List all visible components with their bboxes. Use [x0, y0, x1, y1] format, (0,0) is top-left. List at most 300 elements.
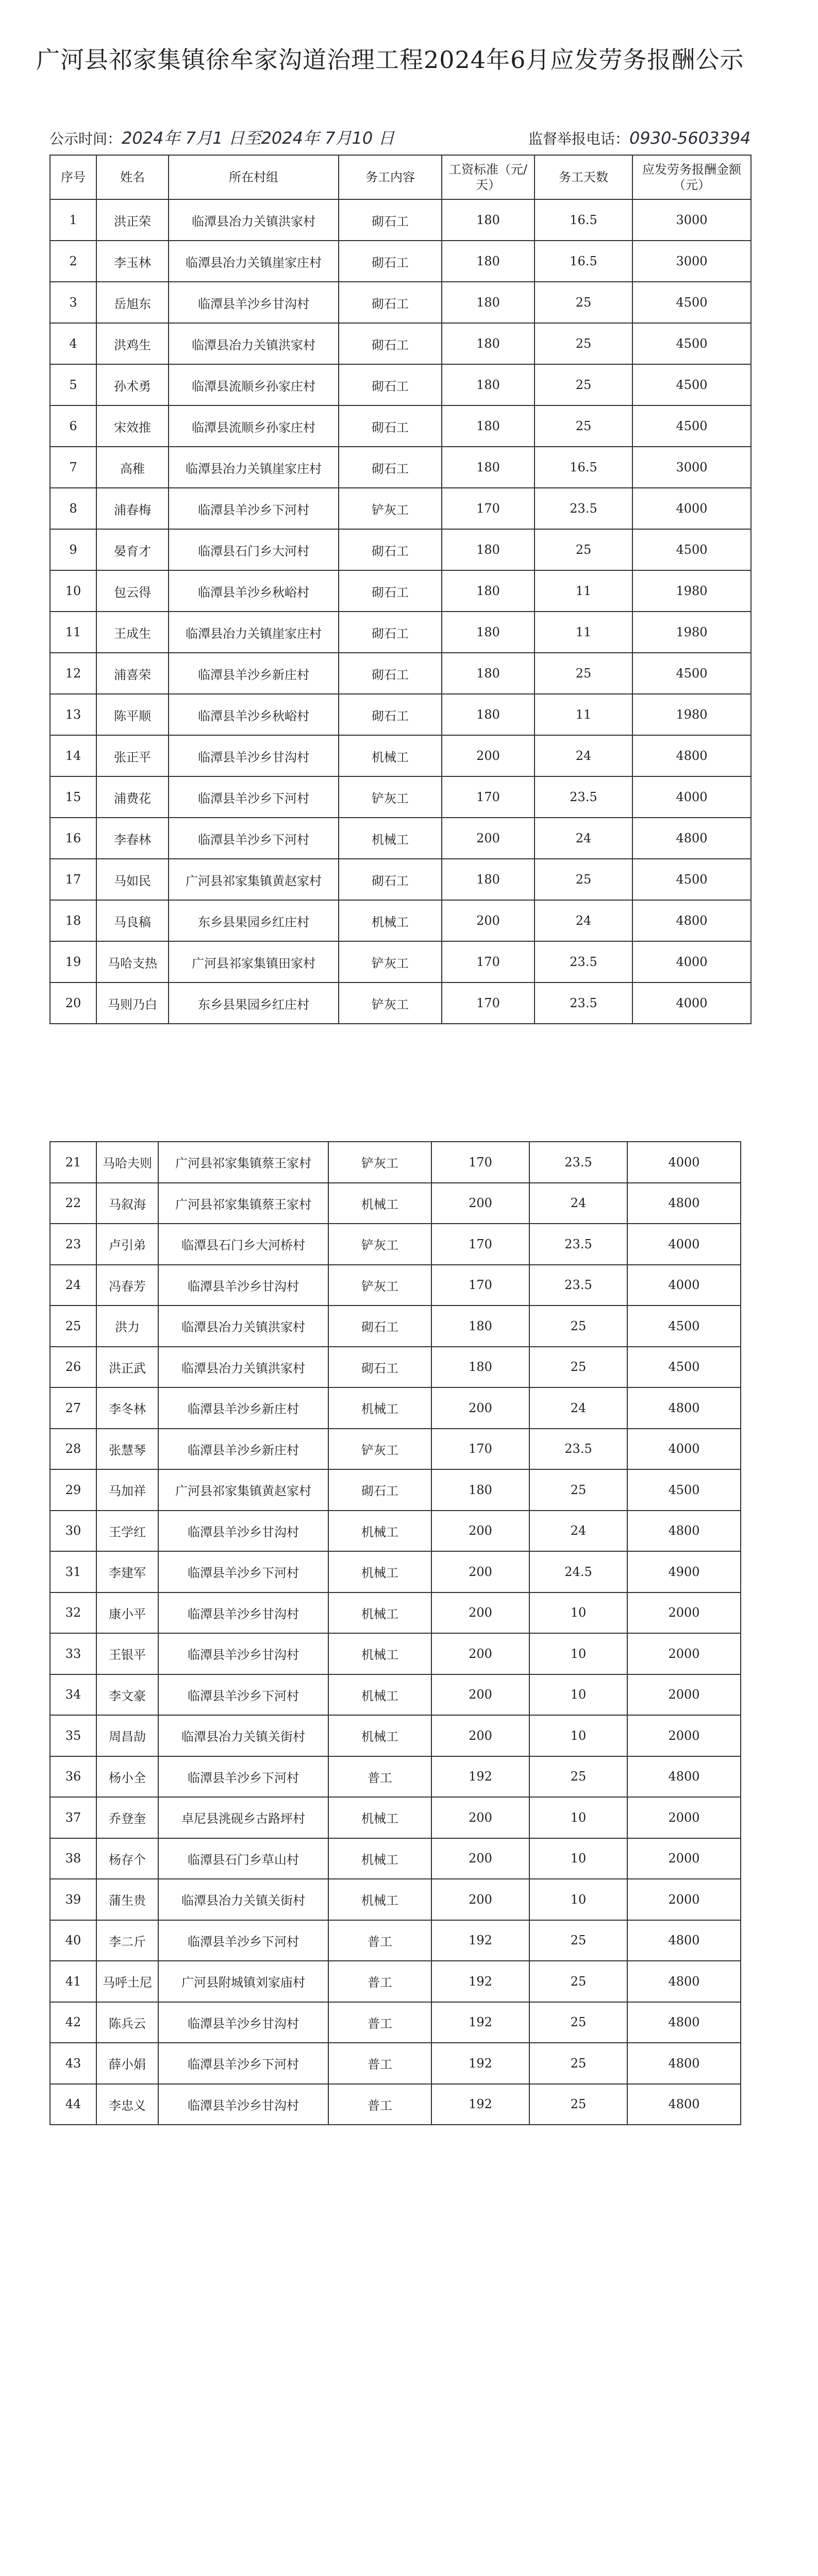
cell-index: 12	[50, 653, 96, 694]
cell-amount: 4000	[632, 776, 751, 818]
table-row	[50, 282, 751, 323]
table-row	[50, 1306, 741, 1347]
cell-days: 24	[529, 1387, 627, 1429]
cell-index: 11	[50, 612, 96, 653]
cell-daily-wage: 170	[431, 1265, 529, 1306]
cell-daily-wage: 180	[431, 1306, 529, 1347]
cell-amount: 4800	[632, 735, 751, 776]
cell-amount: 2000	[627, 1633, 741, 1674]
cell-days: 25	[535, 405, 632, 447]
cell-work-type: 机械工	[328, 1387, 431, 1429]
cell-days: 23.5	[535, 488, 632, 529]
cell-index: 33	[50, 1633, 96, 1674]
cell-daily-wage: 200	[431, 1674, 529, 1716]
cell-daily-wage: 200	[431, 1551, 529, 1592]
cell-index: 8	[50, 488, 96, 529]
cell-daily-wage: 200	[431, 1879, 529, 1920]
cell-daily-wage: 180	[442, 612, 535, 653]
cell-village: 临潭县冶力关镇洪家村	[169, 199, 339, 241]
cell-name: 马则乃白	[96, 982, 169, 1024]
cell-days: 25	[529, 2043, 627, 2084]
cell-daily-wage: 200	[442, 735, 535, 776]
cell-amount: 4000	[632, 941, 751, 982]
cell-name: 浦费花	[96, 776, 169, 818]
table-row	[50, 2002, 741, 2043]
cell-amount: 4800	[627, 1756, 741, 1798]
table-row	[50, 982, 751, 1024]
cell-days: 23.5	[529, 1265, 627, 1306]
cell-daily-wage: 180	[442, 694, 535, 735]
cell-name: 王学红	[96, 1511, 158, 1552]
cell-work-type: 机械工	[328, 1674, 431, 1716]
cell-days: 25	[529, 1347, 627, 1388]
table-row	[50, 859, 751, 900]
table-row	[50, 941, 751, 982]
table-row	[50, 694, 751, 735]
cell-days: 25	[529, 1756, 627, 1798]
cell-village: 临潭县羊沙乡甘沟村	[169, 282, 339, 323]
cell-name: 李文豪	[96, 1674, 158, 1716]
header-amount: 应发劳务报酬金额（元）	[632, 155, 751, 199]
cell-days: 25	[529, 1961, 627, 2002]
cell-village: 东乡县果园乡红庄村	[169, 982, 339, 1024]
cell-work-type: 铲灰工	[339, 776, 442, 818]
table-row	[50, 1674, 741, 1716]
cell-village: 临潭县冶力关镇崖家庄村	[169, 447, 339, 488]
cell-work-type: 机械工	[328, 1838, 431, 1879]
cell-index: 20	[50, 982, 96, 1024]
cell-work-type: 砌石工	[339, 859, 442, 900]
cell-village: 临潭县流顺乡孙家庄村	[169, 405, 339, 447]
cell-days: 16.5	[535, 447, 632, 488]
cell-work-type: 砌石工	[339, 241, 442, 282]
cell-work-type: 砌石工	[328, 1347, 431, 1388]
cell-days: 25	[529, 2002, 627, 2043]
cell-amount: 1980	[632, 570, 751, 612]
table-row	[50, 1469, 741, 1511]
cell-daily-wage: 180	[442, 653, 535, 694]
cell-amount: 4500	[627, 1306, 741, 1347]
cell-amount: 4500	[632, 405, 751, 447]
cell-amount: 4500	[627, 1469, 741, 1511]
cell-work-type: 砌石工	[339, 447, 442, 488]
cell-amount: 3000	[632, 199, 751, 241]
table-row	[50, 364, 751, 405]
cell-index: 15	[50, 776, 96, 818]
cell-name: 李玉林	[96, 241, 169, 282]
cell-village: 临潭县羊沙乡甘沟村	[158, 2002, 328, 2043]
cell-index: 22	[50, 1183, 96, 1224]
cell-village: 广河县祁家集镇蔡王家村	[158, 1183, 328, 1224]
cell-daily-wage: 170	[442, 941, 535, 982]
cell-days: 25	[535, 282, 632, 323]
cell-name: 康小平	[96, 1592, 158, 1634]
cell-days: 11	[535, 612, 632, 653]
header-row	[50, 155, 751, 199]
cell-days: 24	[535, 900, 632, 941]
cell-name: 乔登奎	[96, 1797, 158, 1838]
table-row	[50, 323, 751, 364]
cell-daily-wage: 200	[431, 1387, 529, 1429]
cell-daily-wage: 170	[431, 1429, 529, 1470]
cell-amount: 4500	[627, 1347, 741, 1388]
cell-work-type: 普工	[328, 2084, 431, 2125]
cell-work-type: 机械工	[339, 735, 442, 776]
cell-index: 27	[50, 1387, 96, 1429]
cell-days: 11	[535, 570, 632, 612]
table-row	[50, 1387, 741, 1429]
cell-daily-wage: 180	[442, 859, 535, 900]
cell-work-type: 铲灰工	[339, 941, 442, 982]
cell-index: 13	[50, 694, 96, 735]
table-row	[50, 2084, 741, 2125]
notice-period	[49, 128, 394, 149]
cell-village: 临潭县羊沙乡新庄村	[169, 653, 339, 694]
cell-name: 杨小全	[96, 1756, 158, 1798]
cell-work-type: 砌石工	[339, 323, 442, 364]
cell-work-type: 砌石工	[339, 364, 442, 405]
cell-village: 广河县祁家集镇黄赵家村	[158, 1469, 328, 1511]
cell-days: 25	[529, 1469, 627, 1511]
cell-work-type: 砌石工	[339, 612, 442, 653]
cell-village: 临潭县羊沙乡下河村	[158, 1551, 328, 1592]
cell-days: 25	[535, 364, 632, 405]
cell-daily-wage: 180	[442, 241, 535, 282]
cell-amount: 4500	[632, 282, 751, 323]
cell-village: 临潭县羊沙乡甘沟村	[158, 1633, 328, 1674]
cell-name: 薛小娟	[96, 2043, 158, 2084]
cell-index: 26	[50, 1347, 96, 1388]
hotline-value: 0930-5603394	[629, 128, 751, 148]
cell-index: 14	[50, 735, 96, 776]
cell-days: 10	[529, 1797, 627, 1838]
cell-daily-wage: 200	[431, 1715, 529, 1756]
hotline-label: 监督举报电话：	[528, 130, 630, 147]
cell-village: 临潭县羊沙乡下河村	[158, 1756, 328, 1798]
cell-days: 10	[529, 1633, 627, 1674]
cell-amount: 2000	[627, 1674, 741, 1716]
cell-days: 10	[529, 1674, 627, 1716]
cell-name: 李春林	[96, 818, 169, 859]
cell-daily-wage: 180	[431, 1347, 529, 1388]
cell-name: 陈兵云	[96, 2002, 158, 2043]
cell-days: 24	[535, 735, 632, 776]
cell-name: 马呼土尼	[96, 1961, 158, 2002]
cell-days: 10	[529, 1592, 627, 1634]
cell-work-type: 机械工	[328, 1879, 431, 1920]
cell-amount: 1980	[632, 694, 751, 735]
table-row	[50, 1633, 741, 1674]
cell-work-type: 铲灰工	[339, 982, 442, 1024]
table-row	[50, 405, 751, 447]
notice-period-label: 公示时间：	[49, 130, 122, 147]
cell-name: 浦喜荣	[96, 653, 169, 694]
cell-daily-wage: 200	[431, 1183, 529, 1224]
cell-name: 马良稿	[96, 900, 169, 941]
cell-village: 临潭县羊沙乡新庄村	[158, 1429, 328, 1470]
cell-amount: 4000	[627, 1429, 741, 1470]
cell-index: 2	[50, 241, 96, 282]
cell-work-type: 机械工	[328, 1551, 431, 1592]
cell-village: 临潭县羊沙乡下河村	[158, 1920, 328, 1961]
payroll-table-page2	[49, 1141, 741, 2125]
header-daily-wage: 工资标准（元/天）	[442, 155, 535, 199]
cell-days: 25	[535, 323, 632, 364]
cell-name: 高稚	[96, 447, 169, 488]
cell-work-type: 砌石工	[339, 570, 442, 612]
cell-daily-wage: 192	[431, 2043, 529, 2084]
cell-village: 临潭县冶力关镇崖家庄村	[169, 612, 339, 653]
cell-days: 24	[535, 818, 632, 859]
cell-daily-wage: 180	[442, 570, 535, 612]
cell-work-type: 铲灰工	[328, 1142, 431, 1183]
cell-name: 孙术勇	[96, 364, 169, 405]
table-row	[50, 1347, 741, 1388]
cell-work-type: 普工	[328, 1756, 431, 1798]
cell-days: 25	[529, 1306, 627, 1347]
cell-work-type: 普工	[328, 2043, 431, 2084]
cell-name: 洪正武	[96, 1347, 158, 1388]
cell-index: 42	[50, 2002, 96, 2043]
cell-work-type: 机械工	[339, 900, 442, 941]
table-row	[50, 776, 751, 818]
cell-index: 36	[50, 1756, 96, 1798]
cell-days: 23.5	[535, 776, 632, 818]
cell-amount: 4900	[627, 1551, 741, 1592]
cell-work-type: 机械工	[328, 1592, 431, 1634]
cell-daily-wage: 200	[431, 1511, 529, 1552]
cell-village: 临潭县冶力关镇关街村	[158, 1879, 328, 1920]
table-row	[50, 900, 751, 941]
cell-amount: 4500	[632, 529, 751, 570]
cell-work-type: 机械工	[328, 1633, 431, 1674]
cell-name: 马哈夫则	[96, 1142, 158, 1183]
cell-index: 21	[50, 1142, 96, 1183]
cell-daily-wage: 192	[431, 1920, 529, 1961]
cell-amount: 2000	[627, 1838, 741, 1879]
cell-name: 陈平顺	[96, 694, 169, 735]
cell-village: 临潭县冶力关镇关街村	[158, 1715, 328, 1756]
cell-amount: 4800	[627, 2002, 741, 2043]
cell-daily-wage: 180	[442, 364, 535, 405]
cell-days: 16.5	[535, 199, 632, 241]
cell-daily-wage: 180	[442, 323, 535, 364]
cell-amount: 4800	[632, 818, 751, 859]
header-index: 序号	[50, 155, 96, 199]
cell-work-type: 普工	[328, 1961, 431, 2002]
cell-village: 广河县祁家集镇田家村	[169, 941, 339, 982]
cell-work-type: 砌石工	[339, 282, 442, 323]
cell-daily-wage: 200	[431, 1592, 529, 1634]
table-row	[50, 1797, 741, 1838]
cell-index: 44	[50, 2084, 96, 2125]
cell-work-type: 机械工	[339, 818, 442, 859]
cell-index: 24	[50, 1265, 96, 1306]
cell-work-type: 砌石工	[328, 1306, 431, 1347]
cell-village: 广河县祁家集镇黄赵家村	[169, 859, 339, 900]
cell-daily-wage: 180	[431, 1469, 529, 1511]
table-row	[50, 1592, 741, 1634]
cell-village: 临潭县石门乡草山村	[158, 1838, 328, 1879]
cell-work-type: 铲灰工	[328, 1224, 431, 1265]
cell-amount: 2000	[627, 1592, 741, 1634]
cell-village: 广河县附城镇刘家庙村	[158, 1961, 328, 2002]
cell-name: 洪力	[96, 1306, 158, 1347]
cell-index: 34	[50, 1674, 96, 1716]
cell-index: 29	[50, 1469, 96, 1511]
cell-work-type: 砌石工	[328, 1469, 431, 1511]
table-row	[50, 612, 751, 653]
table-row	[50, 818, 751, 859]
table-row	[50, 447, 751, 488]
cell-village: 临潭县羊沙乡甘沟村	[158, 1592, 328, 1634]
cell-index: 39	[50, 1879, 96, 1920]
header-work-type: 务工内容	[339, 155, 442, 199]
cell-daily-wage: 200	[442, 818, 535, 859]
cell-days: 24	[529, 1511, 627, 1552]
cell-name: 洪正荣	[96, 199, 169, 241]
header-name: 姓名	[96, 155, 169, 199]
cell-name: 张慧琴	[96, 1429, 158, 1470]
cell-name: 马叙海	[96, 1183, 158, 1224]
table-row	[50, 488, 751, 529]
page-title: 广河县祁家集镇徐牟家沟道治理工程2024年6月应发劳务报酬公示	[36, 46, 744, 74]
cell-index: 17	[50, 859, 96, 900]
cell-amount: 4500	[632, 364, 751, 405]
cell-name: 李二斤	[96, 1920, 158, 1961]
cell-daily-wage: 170	[442, 776, 535, 818]
table-row	[50, 1265, 741, 1306]
cell-daily-wage: 200	[442, 900, 535, 941]
cell-amount: 4800	[627, 1920, 741, 1961]
cell-index: 16	[50, 818, 96, 859]
cell-daily-wage: 192	[431, 1961, 529, 2002]
cell-daily-wage: 192	[431, 2084, 529, 2125]
cell-name: 洪鸡生	[96, 323, 169, 364]
cell-days: 10	[529, 1879, 627, 1920]
cell-days: 25	[535, 529, 632, 570]
cell-amount: 4500	[632, 653, 751, 694]
cell-village: 东乡县果园乡红庄村	[169, 900, 339, 941]
hotline	[528, 128, 751, 149]
cell-name: 冯春芳	[96, 1265, 158, 1306]
cell-name: 周昌劼	[96, 1715, 158, 1756]
cell-index: 3	[50, 282, 96, 323]
cell-days: 25	[535, 653, 632, 694]
cell-index: 43	[50, 2043, 96, 2084]
table-row	[50, 1961, 741, 2002]
cell-index: 40	[50, 1920, 96, 1961]
cell-work-type: 砌石工	[339, 529, 442, 570]
table-row	[50, 653, 751, 694]
notice-period-value: 2024年 7月1 日至2024年 7月10 日	[122, 128, 395, 148]
cell-name: 马哈支热	[96, 941, 169, 982]
cell-days: 25	[535, 859, 632, 900]
cell-daily-wage: 192	[431, 2002, 529, 2043]
cell-amount: 4000	[627, 1265, 741, 1306]
cell-village: 临潭县羊沙乡下河村	[169, 776, 339, 818]
cell-village: 临潭县羊沙乡甘沟村	[169, 735, 339, 776]
cell-village: 临潭县冶力关镇洪家村	[158, 1347, 328, 1388]
cell-daily-wage: 200	[431, 1838, 529, 1879]
cell-work-type: 机械工	[328, 1797, 431, 1838]
header-days: 务工天数	[535, 155, 632, 199]
table-row	[50, 1756, 741, 1798]
cell-village: 临潭县羊沙乡秋峪村	[169, 694, 339, 735]
cell-daily-wage: 170	[431, 1224, 529, 1265]
cell-amount: 4000	[632, 488, 751, 529]
cell-daily-wage: 170	[431, 1142, 529, 1183]
table-row	[50, 1920, 741, 1961]
cell-index: 4	[50, 323, 96, 364]
cell-index: 10	[50, 570, 96, 612]
cell-daily-wage: 180	[442, 405, 535, 447]
cell-amount: 4000	[627, 1224, 741, 1265]
cell-days: 24.5	[529, 1551, 627, 1592]
cell-work-type: 普工	[328, 2002, 431, 2043]
cell-index: 25	[50, 1306, 96, 1347]
cell-amount: 2000	[627, 1879, 741, 1920]
cell-name: 李冬林	[96, 1387, 158, 1429]
cell-index: 32	[50, 1592, 96, 1634]
cell-name: 包云得	[96, 570, 169, 612]
table-row	[50, 1224, 741, 1265]
table-row	[50, 1838, 741, 1879]
cell-amount: 4800	[627, 2084, 741, 2125]
cell-amount: 4500	[632, 323, 751, 364]
cell-index: 1	[50, 199, 96, 241]
cell-work-type: 砌石工	[339, 199, 442, 241]
table-row	[50, 199, 751, 241]
cell-village: 临潭县羊沙乡甘沟村	[158, 1265, 328, 1306]
table-row	[50, 570, 751, 612]
cell-index: 41	[50, 1961, 96, 2002]
cell-village: 临潭县流顺乡孙家庄村	[169, 364, 339, 405]
table-row	[50, 241, 751, 282]
cell-daily-wage: 192	[431, 1756, 529, 1798]
cell-days: 16.5	[535, 241, 632, 282]
cell-name: 浦春梅	[96, 488, 169, 529]
cell-amount: 3000	[632, 241, 751, 282]
cell-work-type: 砌石工	[339, 653, 442, 694]
cell-work-type: 砌石工	[339, 694, 442, 735]
cell-work-type: 砌石工	[339, 405, 442, 447]
table-row	[50, 2043, 741, 2084]
cell-work-type: 铲灰工	[328, 1265, 431, 1306]
header-village: 所在村组	[169, 155, 339, 199]
cell-name: 张正平	[96, 735, 169, 776]
table-row	[50, 529, 751, 570]
cell-daily-wage: 180	[442, 447, 535, 488]
cell-days: 25	[529, 2084, 627, 2125]
cell-village: 临潭县石门乡大河桥村	[158, 1224, 328, 1265]
cell-daily-wage: 200	[431, 1633, 529, 1674]
cell-days: 24	[529, 1183, 627, 1224]
cell-name: 李忠义	[96, 2084, 158, 2125]
cell-work-type: 机械工	[328, 1183, 431, 1224]
cell-amount: 4800	[627, 1511, 741, 1552]
cell-name: 蒲生贵	[96, 1879, 158, 1920]
cell-amount: 3000	[632, 447, 751, 488]
cell-index: 6	[50, 405, 96, 447]
cell-index: 19	[50, 941, 96, 982]
cell-village: 临潭县羊沙乡下河村	[169, 488, 339, 529]
cell-work-type: 普工	[328, 1920, 431, 1961]
cell-village: 临潭县羊沙乡新庄村	[158, 1387, 328, 1429]
payroll-table-page1	[49, 155, 752, 1024]
cell-daily-wage: 200	[431, 1797, 529, 1838]
cell-village: 临潭县冶力关镇崖家庄村	[169, 241, 339, 282]
